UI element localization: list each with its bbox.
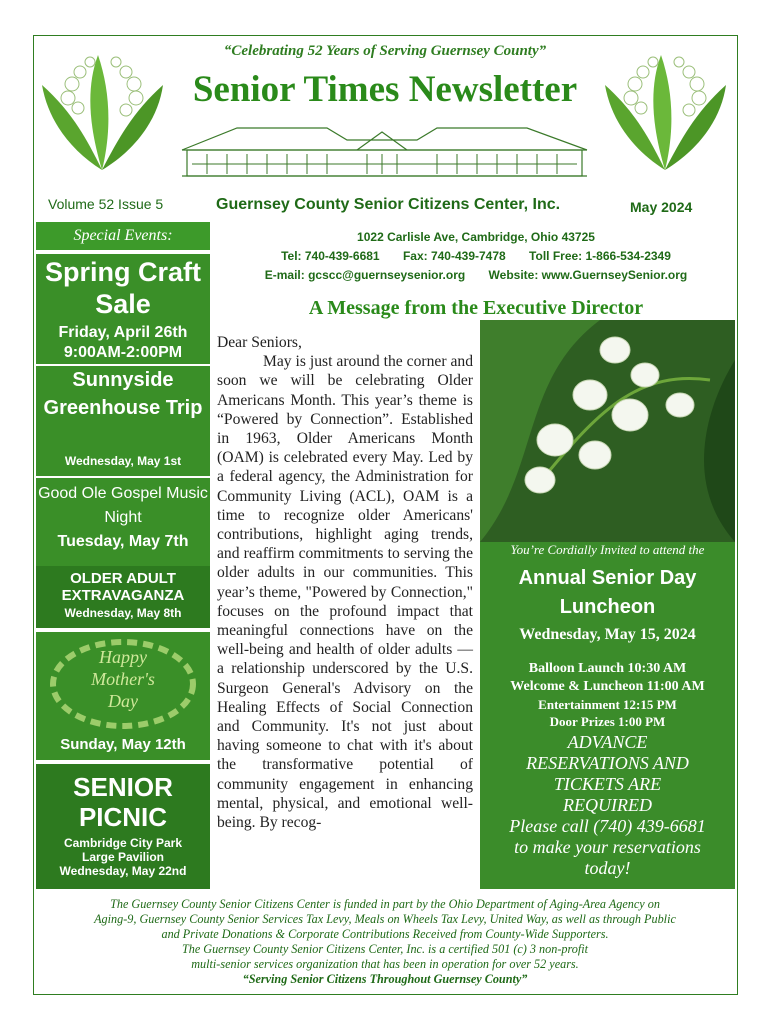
luncheon-date: Wednesday, May 15, 2024 bbox=[519, 626, 696, 643]
notice-line: REQUIRED bbox=[563, 795, 652, 815]
footer-motto: “Serving Senior Citizens Throughout Guernsey County” bbox=[242, 972, 528, 986]
newsletter-title: Senior Times Newsletter bbox=[192, 69, 578, 110]
greenhouse-trip-title: Sunnyside Greenhouse Trip bbox=[43, 369, 203, 419]
telephone: Tel: 740-439-6681 bbox=[281, 249, 380, 263]
notice-line: to make your reservations bbox=[514, 837, 701, 857]
fax: Fax: 740-439-7478 bbox=[402, 249, 506, 263]
building-illustration bbox=[177, 120, 592, 180]
director-letter bbox=[217, 333, 473, 889]
notice-line: today! bbox=[584, 858, 631, 878]
craft-sale-day: Friday, April 26th bbox=[58, 324, 188, 341]
message-heading: A Message from the Executive Director bbox=[308, 297, 644, 319]
extravaganza-date: Wednesday, May 8th bbox=[64, 606, 182, 620]
gospel-night-date: Tuesday, May 7th bbox=[57, 533, 189, 550]
picnic-details bbox=[36, 832, 210, 878]
schedule-item: Door Prizes 1:00 PM bbox=[549, 714, 666, 729]
luncheon-title-line: Annual Senior Day bbox=[518, 567, 697, 589]
web-line bbox=[216, 268, 736, 282]
lily-of-the-valley-illustration bbox=[40, 50, 165, 175]
gospel-night-title: Good Ole Gospel Music Night bbox=[38, 485, 208, 526]
craft-sale-date bbox=[36, 323, 210, 363]
picnic-date: Wednesday, May 22nd bbox=[59, 864, 187, 878]
footer-line: Aging-9, Guernsey County Senior Services Tax Levy, Meals on Wheels Tax Levy, United Way, as well as through Public bbox=[94, 912, 676, 926]
toll-free: Toll Free: 1-866-534-2349 bbox=[529, 249, 671, 263]
picnic-location: Cambridge City Park bbox=[63, 836, 183, 850]
address: 1022 Carlisle Ave, Cambridge, Ohio 43725 bbox=[357, 230, 595, 244]
organization-name: Guernsey County Senior Citizens Center, Inc. bbox=[216, 196, 561, 213]
divider bbox=[36, 476, 210, 478]
lily-photo bbox=[480, 320, 735, 542]
picnic-panel bbox=[36, 764, 210, 889]
mothers-day-greeting bbox=[36, 646, 210, 712]
mothers-day-date: Sunday, May 12th bbox=[36, 732, 210, 760]
special-events-sidebar bbox=[36, 222, 210, 889]
gospel-night bbox=[36, 482, 210, 554]
luncheon-panel bbox=[480, 542, 735, 889]
reservation-notice bbox=[480, 732, 735, 879]
greeting-line: Day bbox=[108, 691, 138, 711]
picnic-pavilion: Large Pavilion bbox=[81, 850, 165, 864]
luncheon-schedule bbox=[480, 660, 735, 730]
mothers-day-card bbox=[36, 632, 210, 732]
extravaganza-panel bbox=[36, 566, 210, 628]
letter-body: May is just around the corner and soon we will be celebrating Older Americans Month. This year’s theme is “Powered by Connection”. Established in 1963, Older Americans Month (OAM) is celebrated every May. Led by a federal agency, the Administration for Community Living (ACL), OAM is a time to recognize older Americans' contributions, highlight aging trends, and reaffirm commitments to serving the older adults in our communities. This year’s theme, "Powered by Connection," focuses on the profound impact that meaningful connections have on the well-being and health of older adults — a relationship underscored by the U.S. Surgeon General's Advisory on the Healing Effects of Social Connection and Community. It's not just about having someone to chat with it's about the transformative potential of community engagement in enhancing mental, physical, and emotional well-being. By recog- bbox=[217, 353, 473, 832]
schedule-item: Entertainment 12:15 PM bbox=[538, 697, 677, 712]
schedule-item: Welcome & Luncheon 11:00 AM bbox=[510, 679, 705, 694]
footer-line: The Guernsey County Senior Citizens Center, Inc. is a certified 501 (c) 3 non-profit bbox=[181, 942, 589, 956]
greeting-line: Mother's bbox=[91, 669, 155, 689]
tagline: “Celebrating 52 Years of Serving Guernsey County” bbox=[223, 43, 547, 59]
notice-line: RESERVATIONS AND bbox=[526, 753, 689, 773]
lily-of-the-valley-illustration bbox=[603, 50, 728, 175]
funding-footer bbox=[36, 897, 734, 987]
craft-sale-title: Spring Craft Sale bbox=[44, 257, 201, 319]
notice-line: ADVANCE bbox=[567, 732, 648, 752]
greenhouse-trip-date: Wednesday, May 1st bbox=[64, 454, 182, 468]
email: E-mail: gcscc@guernseysenior.org bbox=[264, 268, 466, 282]
events-panel bbox=[36, 254, 210, 582]
extravaganza-title: OLDER ADULT EXTRAVAGANZA bbox=[61, 570, 185, 604]
letter-salutation: Dear Seniors, bbox=[217, 334, 302, 351]
luncheon-title-line: Luncheon bbox=[559, 596, 656, 618]
footer-line: multi-senior services organization that has been in operation for over 52 years. bbox=[191, 957, 579, 971]
issue-date: May 2024 bbox=[630, 199, 693, 215]
footer-line: The Guernsey County Senior Citizens Center is funded in part by the Ohio Department of Aging-Area Agency on bbox=[110, 897, 660, 911]
schedule-item: Balloon Launch 10:30 AM bbox=[528, 661, 687, 676]
notice-line: Please call (740) 439-6681 bbox=[509, 816, 706, 836]
luncheon-title bbox=[480, 564, 735, 622]
craft-sale-time: 9:00AM-2:00PM bbox=[63, 344, 183, 361]
special-events-label: Special Events: bbox=[36, 222, 210, 250]
luncheon-invite: You’re Cordially Invited to attend the bbox=[510, 542, 705, 557]
notice-line: TICKETS ARE bbox=[553, 774, 662, 794]
greeting-line: Happy bbox=[99, 647, 147, 667]
phone-line bbox=[216, 249, 736, 263]
picnic-title: SENIOR PICNIC bbox=[73, 772, 173, 832]
website: Website: www.GuernseySenior.org bbox=[488, 268, 688, 282]
footer-line: and Private Donations & Corporate Contributions Received from County-Wide Supporters. bbox=[161, 927, 609, 941]
volume-issue: Volume 52 Issue 5 bbox=[48, 196, 164, 212]
